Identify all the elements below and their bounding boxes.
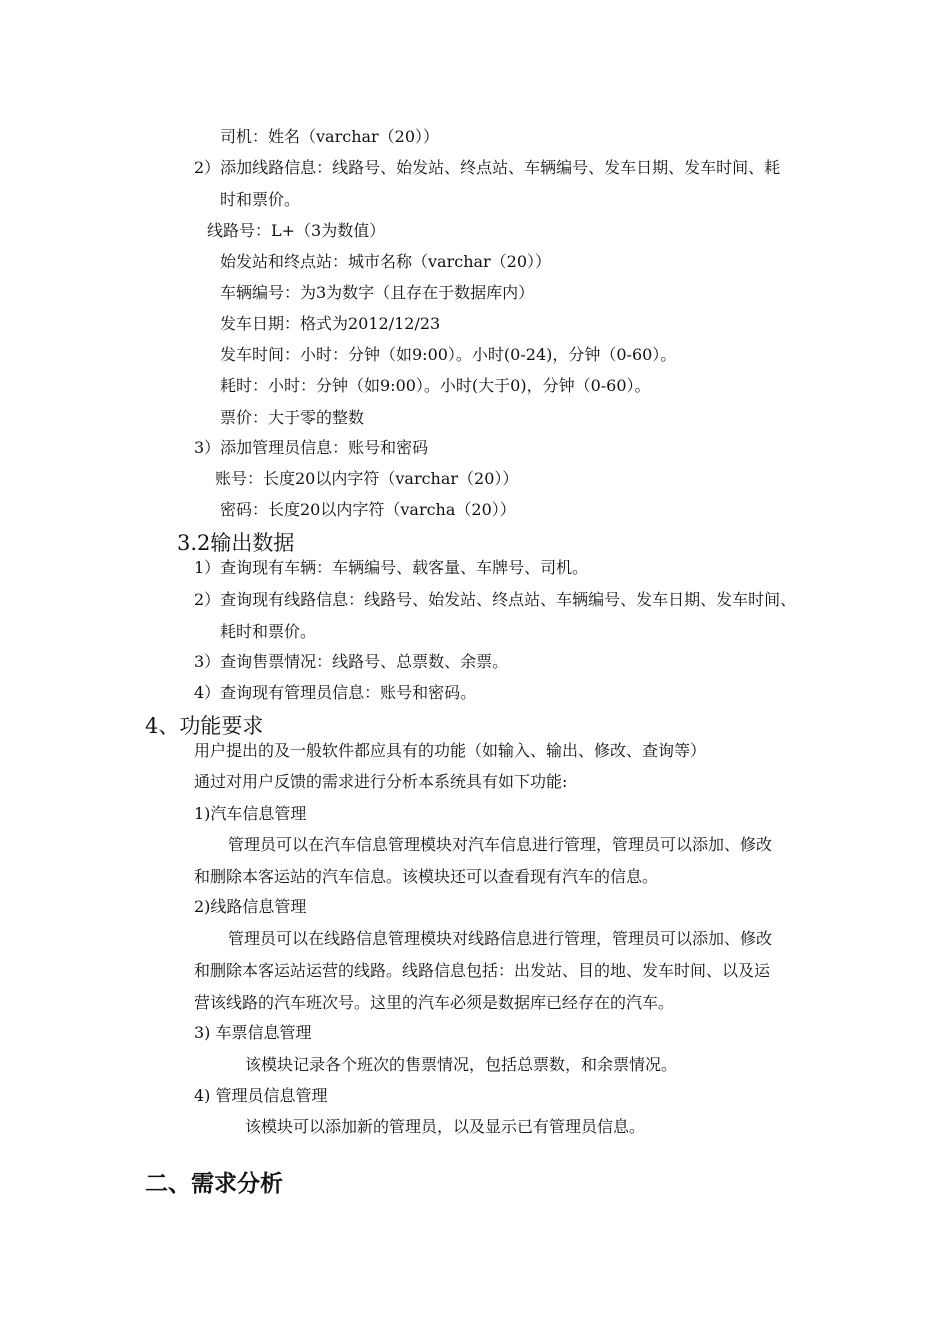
price-line: 票价：大于零的整数 [220, 408, 365, 427]
duration-line: 耗时：小时：分钟（如9:00）。小时(大于0)，分钟（0-60）。 [220, 376, 651, 395]
function-2-text-3: 营该线路的汽车班次号。这里的汽车必须是数据库已经存在的汽车。 [194, 993, 675, 1012]
query-tickets-item: 3）查询售票情况：线路号、总票数、余票。 [194, 652, 509, 671]
function-4-text-1: 该模块可以添加新的管理员，以及显示已有管理员信息。 [245, 1117, 646, 1136]
function-1-title: 1)汽车信息管理 [194, 804, 307, 823]
depart-time-line: 发车时间：小时：分钟（如9:00）。小时(0-24)，分钟（0-60）。 [220, 345, 677, 364]
query-vehicles-item: 1）查询现有车辆：车辆编号、载客量、车牌号、司机。 [194, 558, 589, 577]
function-2-text-1: 管理员可以在线路信息管理模块对线路信息进行管理，管理员可以添加、修改 [228, 929, 773, 948]
driver-line: 司机：姓名（varchar（20）） [220, 127, 440, 146]
output-data-heading: 3.2输出数据 [177, 531, 295, 555]
password-line: 密码：长度20以内字符（varcha（20）） [220, 500, 516, 519]
query-admins-item: 4）查询现有管理员信息：账号和密码。 [194, 683, 477, 702]
function-3-text-1: 该模块记录各个班次的售票情况，包括总票数，和余票情况。 [245, 1055, 678, 1074]
function-1-text-2: 和删除本客运站的汽车信息。该模块还可以查看现有汽车的信息。 [194, 867, 659, 886]
query-routes-item: 2）查询现有线路信息：线路号、始发站、终点站、车辆编号、发车日期、发车时间、 [194, 590, 797, 609]
function-4-title: 4) 管理员信息管理 [194, 1086, 328, 1105]
function-1-text-1: 管理员可以在汽车信息管理模块对汽车信息进行管理，管理员可以添加、修改 [228, 835, 773, 854]
add-route-item: 2）添加线路信息：线路号、始发站、终点站、车辆编号、发车日期、发车时间、耗 [194, 158, 781, 177]
stations-line: 始发站和终点站：城市名称（varchar（20）） [220, 252, 552, 271]
depart-date-line: 发车日期：格式为2012/12/23 [220, 314, 441, 333]
add-admin-item: 3）添加管理员信息：账号和密码 [194, 438, 429, 457]
function-2-title: 2)线路信息管理 [194, 897, 307, 916]
add-route-item-cont: 时和票价。 [220, 190, 301, 209]
function-3-title: 3) 车票信息管理 [194, 1023, 312, 1042]
chapter-heading: 二、需求分析 [145, 1170, 283, 1197]
function-intro-2: 通过对用户反馈的需求进行分析本系统具有如下功能: [194, 772, 568, 791]
route-no-line: 线路号：L+（3为数值） [207, 221, 386, 240]
function-heading: 4、功能要求 [145, 714, 264, 738]
account-line: 账号：长度20以内字符（varchar（20）） [215, 469, 519, 488]
function-intro-1: 用户提出的及一般软件都应具有的功能（如输入、输出、修改、查询等） [194, 741, 707, 760]
query-routes-item-cont: 耗时和票价。 [220, 622, 317, 641]
function-2-text-2: 和删除本客运站运营的线路。线路信息包括：出发站、目的地、发车时间、以及运 [194, 961, 771, 980]
vehicle-no-line: 车辆编号：为3为数字（且存在于数据库内） [220, 283, 535, 302]
